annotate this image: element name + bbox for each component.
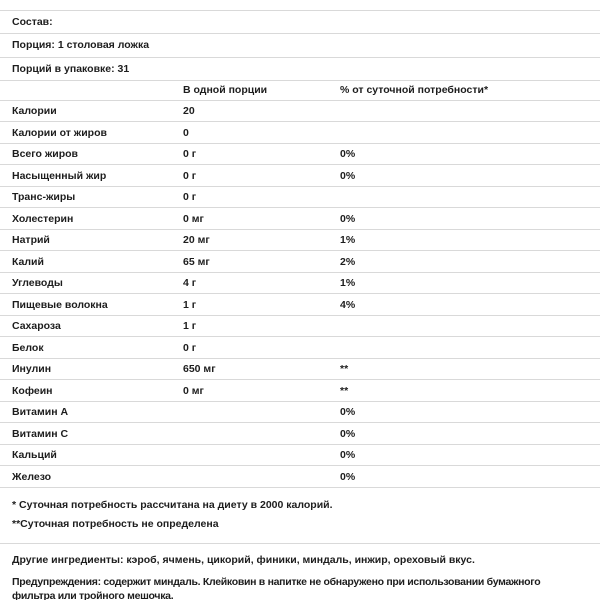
nutrient-daily-value: 4% bbox=[340, 298, 356, 311]
nutrient-row bbox=[0, 294, 600, 316]
nutrient-daily-value: 2% bbox=[340, 255, 356, 268]
nutrient-row bbox=[0, 337, 600, 359]
nutrient-label: Транс-жиры bbox=[12, 191, 76, 204]
serving-size-row bbox=[0, 34, 600, 57]
nutrient-row bbox=[0, 251, 600, 273]
column-header-daily-value: % от суточной потребности* bbox=[340, 84, 489, 97]
nutrient-daily-value: 1% bbox=[340, 277, 356, 290]
nutrient-row bbox=[0, 466, 600, 488]
nutrient-amount: 650 мг bbox=[183, 363, 216, 376]
nutrient-label: Пищевые волокна bbox=[12, 298, 108, 311]
nutrient-label: Калий bbox=[12, 255, 44, 268]
nutrient-row bbox=[0, 273, 600, 295]
nutrient-row bbox=[0, 316, 600, 338]
nutrient-label: Железо bbox=[12, 470, 52, 483]
serving-size-label: Порция: 1 столовая ложка bbox=[12, 39, 150, 52]
nutrient-daily-value: 0% bbox=[340, 212, 356, 225]
nutrient-amount: 0 г bbox=[183, 148, 197, 161]
nutrient-label: Кофеин bbox=[12, 384, 53, 397]
not-established-footnote: **Суточная потребность не определена bbox=[12, 517, 219, 530]
nutrition-table bbox=[0, 10, 600, 544]
nutrient-amount: 1 г bbox=[183, 298, 197, 311]
nutrient-amount: 0 г bbox=[183, 191, 197, 204]
nutrient-amount: 1 г bbox=[183, 320, 197, 333]
nutrient-amount: 0 г bbox=[183, 341, 197, 354]
nutrient-row bbox=[0, 230, 600, 252]
nutrient-row bbox=[0, 165, 600, 187]
nutrient-amount: 0 г bbox=[183, 169, 197, 182]
nutrient-label: Кальций bbox=[12, 449, 57, 462]
nutrient-daily-value: 0% bbox=[340, 449, 356, 462]
nutrient-amount: 0 bbox=[183, 126, 189, 139]
nutrient-label: Насыщенный жир bbox=[12, 169, 107, 182]
nutrient-row bbox=[0, 359, 600, 381]
nutrient-label: Калории от жиров bbox=[12, 126, 107, 139]
nutrient-label: Витамин C bbox=[12, 427, 69, 440]
nutrient-row bbox=[0, 101, 600, 123]
nutrient-row bbox=[0, 208, 600, 230]
nutrient-amount: 0 мг bbox=[183, 384, 204, 397]
composition-label: Состав: bbox=[12, 16, 53, 29]
nutrient-label: Холестерин bbox=[12, 212, 74, 225]
warnings-text: Предупреждения: содержит миндаль. Клейковин в напитке не обнаружено при использовании бумажного фильтра или тройного мешочка. bbox=[12, 576, 541, 600]
servings-per-pack-row bbox=[0, 58, 600, 81]
nutrient-row bbox=[0, 380, 600, 402]
nutrient-daily-value: ** bbox=[340, 363, 349, 376]
nutrient-label: Углеводы bbox=[12, 277, 63, 290]
nutrient-label: Витамин А bbox=[12, 406, 69, 419]
nutrient-amount: 0 мг bbox=[183, 212, 204, 225]
nutrient-label: Белок bbox=[12, 341, 44, 354]
nutrient-row bbox=[0, 187, 600, 209]
nutrient-daily-value: 0% bbox=[340, 169, 356, 182]
nutrient-amount: 4 г bbox=[183, 277, 197, 290]
nutrient-row bbox=[0, 423, 600, 445]
composition-row bbox=[0, 11, 600, 34]
footnotes bbox=[0, 488, 600, 544]
nutrient-daily-value: 1% bbox=[340, 234, 356, 247]
nutrient-amount: 20 bbox=[183, 105, 195, 118]
nutrient-amount: 65 мг bbox=[183, 255, 210, 268]
nutrient-daily-value: 0% bbox=[340, 470, 356, 483]
nutrient-label: Инулин bbox=[12, 363, 52, 376]
nutrient-daily-value: 0% bbox=[340, 148, 356, 161]
nutrient-daily-value: 0% bbox=[340, 406, 356, 419]
nutrient-daily-value: 0% bbox=[340, 427, 356, 440]
column-header-amount: В одной порции bbox=[183, 84, 268, 97]
nutrient-rows bbox=[0, 101, 600, 488]
bottom-section bbox=[0, 544, 600, 600]
nutrient-row bbox=[0, 144, 600, 166]
daily-value-footnote: * Суточная потребность рассчитана на диету в 2000 калорий. bbox=[12, 498, 333, 511]
nutrient-daily-value: ** bbox=[340, 384, 349, 397]
nutrient-label: Натрий bbox=[12, 234, 50, 247]
nutrient-label: Калории bbox=[12, 105, 57, 118]
nutrient-row bbox=[0, 402, 600, 424]
nutrient-row bbox=[0, 122, 600, 144]
nutrient-amount: 20 мг bbox=[183, 234, 210, 247]
table-header-row bbox=[0, 81, 600, 101]
nutrient-label: Сахароза bbox=[12, 320, 61, 333]
other-ingredients-text: Другие ингредиенты: кэроб, ячмень, цикорий, финики, миндаль, инжир, ореховый вкус. bbox=[12, 553, 475, 566]
nutrient-row bbox=[0, 445, 600, 467]
servings-per-pack-label: Порций в упаковке: 31 bbox=[12, 62, 130, 75]
nutrient-label: Всего жиров bbox=[12, 148, 79, 161]
